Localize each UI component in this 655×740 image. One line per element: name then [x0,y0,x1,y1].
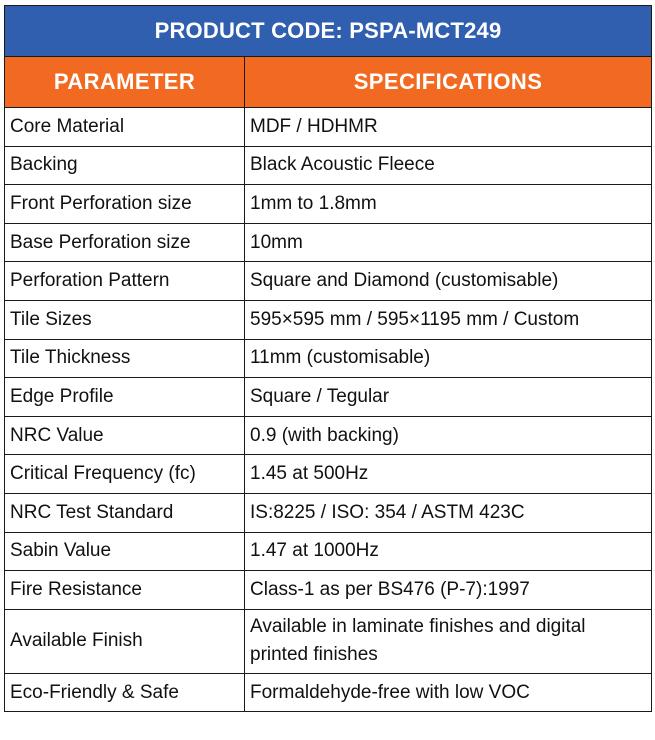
specification-cell: 0.9 (with backing) [245,416,652,455]
table-row [5,223,652,262]
specification-cell: IS:8225 / ISO: 354 / ASTM 423C [245,493,652,532]
parameter-cell: Critical Frequency (fc) [5,455,245,494]
title-row [5,6,652,57]
parameter-cell: Edge Profile [5,378,245,417]
parameter-cell: Fire Resistance [5,571,245,610]
parameter-cell: Sabin Value [5,532,245,571]
table-row [5,378,652,417]
parameter-cell: Base Perforation size [5,223,245,262]
product-code-title: PRODUCT CODE: PSPA-MCT249 [5,6,652,57]
parameter-cell: NRC Test Standard [5,493,245,532]
parameter-column-header: PARAMETER [5,57,245,108]
specification-cell: Formaldehyde-free with low VOC [245,673,652,712]
parameter-cell: Core Material [5,108,245,147]
table-row [5,493,652,532]
parameter-cell: Tile Thickness [5,339,245,378]
specification-cell: 595×595 mm / 595×1195 mm / Custom [245,300,652,339]
specification-cell: Class-1 as per BS476 (P-7):1997 [245,571,652,610]
parameter-cell: Perforation Pattern [5,262,245,301]
specification-cell: 1.47 at 1000Hz [245,532,652,571]
table-row [5,300,652,339]
table-row [5,185,652,224]
parameter-cell: Eco-Friendly & Safe [5,673,245,712]
table-row [5,609,652,673]
column-header-row [5,57,652,108]
parameter-cell: NRC Value [5,416,245,455]
parameter-cell: Tile Sizes [5,300,245,339]
table-row [5,673,652,712]
table-row [5,262,652,301]
table-row [5,416,652,455]
table-row [5,339,652,378]
parameter-cell: Front Perforation size [5,185,245,224]
specification-cell: 1.45 at 500Hz [245,455,652,494]
table-row [5,532,652,571]
table-row [5,108,652,147]
parameter-cell: Available Finish [5,609,245,673]
specification-cell: MDF / HDHMR [245,108,652,147]
specification-cell: 10mm [245,223,652,262]
specification-table [4,5,652,712]
specifications-column-header: SPECIFICATIONS [245,57,652,108]
specification-cell: Square / Tegular [245,378,652,417]
specification-cell: Square and Diamond (customisable) [245,262,652,301]
specification-cell: 11mm (customisable) [245,339,652,378]
table-row [5,571,652,610]
table-row [5,455,652,494]
parameter-cell: Backing [5,146,245,185]
specification-cell: Available in laminate finishes and digital printed finishes [245,609,652,673]
table-row [5,146,652,185]
specification-cell: 1mm to 1.8mm [245,185,652,224]
specification-cell: Black Acoustic Fleece [245,146,652,185]
spec-sheet [4,5,651,712]
